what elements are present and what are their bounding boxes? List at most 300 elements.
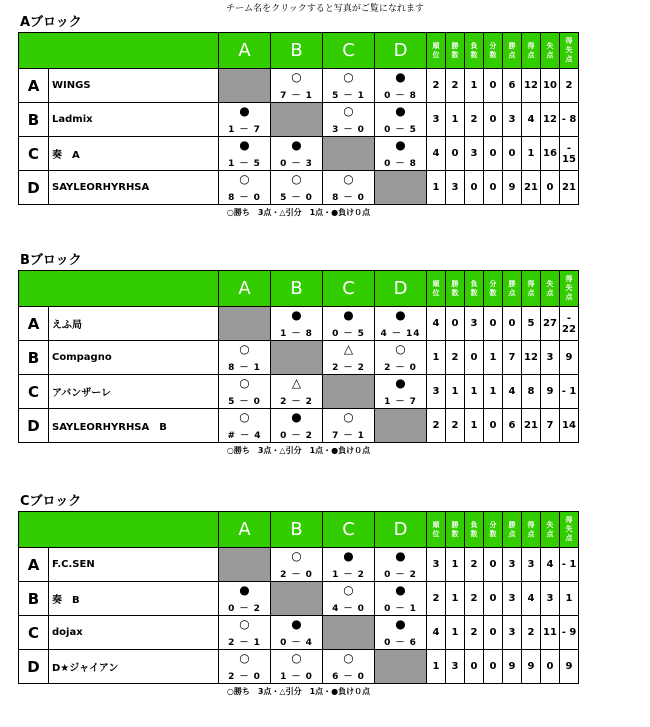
match-score: # － 4 — [227, 431, 262, 441]
result-mark: ● — [343, 308, 354, 322]
column-header-d: D — [375, 33, 427, 69]
team-name-link[interactable]: D★ジャイアン — [49, 650, 219, 684]
stat-header: 順 位 — [427, 512, 446, 548]
self-match-cell — [323, 137, 375, 171]
stat-value: 3 — [522, 548, 541, 582]
stat-value: 4 — [522, 582, 541, 616]
match-score: 1 － 7 — [228, 125, 261, 135]
stat-value: 0 — [484, 171, 503, 205]
result-mark: ● — [239, 104, 250, 118]
stat-value: 9 — [560, 341, 579, 375]
stat-value: 2 — [446, 69, 465, 103]
stat-value: 1 — [484, 375, 503, 409]
match-result-cell — [271, 616, 323, 650]
match-score: 0 － 3 — [280, 159, 313, 169]
team-name-link[interactable]: dojax — [49, 616, 219, 650]
match-score: 1 － 0 — [280, 672, 313, 682]
team-name-link[interactable]: えふ局 — [49, 307, 219, 341]
stat-header: 得 点 — [522, 512, 541, 548]
result-mark: ● — [395, 376, 406, 390]
self-match-cell — [323, 375, 375, 409]
stat-header: 順 位 — [427, 271, 446, 307]
stat-value: 3 — [446, 650, 465, 684]
result-mark: ● — [395, 138, 406, 152]
self-match-cell — [375, 409, 427, 443]
match-result-cell — [219, 650, 271, 684]
team-row — [19, 137, 579, 171]
match-result-cell — [271, 548, 323, 582]
result-mark: ● — [291, 308, 302, 322]
stat-value: - 1 — [560, 548, 579, 582]
result-mark: ● — [291, 138, 302, 152]
stat-value: 3 — [541, 341, 560, 375]
stat-value: 3 — [427, 548, 446, 582]
stat-header: 勝 数 — [446, 512, 465, 548]
match-result-cell — [323, 69, 375, 103]
stat-value: 3 — [427, 103, 446, 137]
stat-value: 1 — [446, 103, 465, 137]
stat-value: 1 — [522, 137, 541, 171]
stat-header: 失 点 — [541, 271, 560, 307]
self-match-cell — [271, 582, 323, 616]
match-result-cell — [219, 409, 271, 443]
stat-value: 1 — [427, 650, 446, 684]
stat-value: 7 — [541, 409, 560, 443]
stat-value: 1 — [446, 375, 465, 409]
stat-value: 0 — [484, 103, 503, 137]
team-name-link[interactable]: アバンザーレ — [49, 375, 219, 409]
match-score: 0 － 5 — [332, 329, 365, 339]
match-result-cell — [219, 171, 271, 205]
match-result-cell — [271, 171, 323, 205]
block-title: Aブロック — [20, 15, 82, 30]
stat-value: 16 — [541, 137, 560, 171]
stat-value: - 22 — [560, 307, 579, 341]
stat-value: 10 — [541, 69, 560, 103]
stat-value: 2 — [560, 69, 579, 103]
stat-value: 0 — [503, 137, 522, 171]
stat-value: 4 — [503, 375, 522, 409]
team-name-link[interactable]: Compagno — [49, 341, 219, 375]
match-score: 2 － 2 — [280, 397, 313, 407]
stat-header: 分 数 — [484, 33, 503, 69]
match-score: 3 － 0 — [332, 125, 365, 135]
match-result-cell — [375, 341, 427, 375]
result-mark: ● — [291, 617, 302, 631]
match-score: 1 － 5 — [228, 159, 261, 169]
result-mark: ○ — [343, 410, 354, 424]
result-mark: ● — [239, 583, 250, 597]
stat-header: 得 失 点 — [560, 33, 579, 69]
standings-table — [18, 270, 579, 443]
team-name-link[interactable]: Ladmix — [49, 103, 219, 137]
stat-header: 失 点 — [541, 512, 560, 548]
team-name-link[interactable]: SAYLEORHYRHSA B — [49, 409, 219, 443]
match-result-cell — [219, 616, 271, 650]
match-score: 5 － 0 — [280, 193, 313, 203]
stat-value: 2 — [446, 341, 465, 375]
column-header-d: D — [375, 271, 427, 307]
stat-header: 負 数 — [465, 512, 484, 548]
stat-header: 勝 数 — [446, 33, 465, 69]
team-row — [19, 616, 579, 650]
match-result-cell — [219, 341, 271, 375]
result-mark: ○ — [239, 172, 250, 186]
result-mark: ● — [395, 617, 406, 631]
block-title: Cブロック — [20, 494, 82, 509]
match-result-cell — [271, 375, 323, 409]
match-result-cell — [375, 69, 427, 103]
team-row — [19, 409, 579, 443]
stat-value: 2 — [427, 409, 446, 443]
team-name-link[interactable]: 奏 B — [49, 582, 219, 616]
stat-value: 0 — [484, 137, 503, 171]
result-mark: ● — [395, 70, 406, 84]
result-mark: △ — [291, 376, 302, 390]
match-score: 1 － 7 — [384, 397, 417, 407]
stat-value: 3 — [503, 103, 522, 137]
match-score: 6 － 0 — [332, 672, 365, 682]
match-result-cell — [271, 307, 323, 341]
self-match-cell — [219, 307, 271, 341]
team-row — [19, 582, 579, 616]
stat-value: 5 — [522, 307, 541, 341]
match-score: 8 － 1 — [228, 363, 261, 373]
match-result-cell — [219, 137, 271, 171]
stat-header: 分 数 — [484, 271, 503, 307]
stat-header: 勝 数 — [446, 271, 465, 307]
match-result-cell — [271, 137, 323, 171]
team-name-link[interactable]: F.C.SEN — [49, 548, 219, 582]
match-score: 2 － 0 — [384, 363, 417, 373]
stat-value: 4 — [427, 307, 446, 341]
stat-value: 0 — [484, 409, 503, 443]
row-key: A — [19, 548, 49, 582]
match-score: 4 － 0 — [332, 604, 365, 614]
row-key: D — [19, 650, 49, 684]
stat-value: 0 — [465, 171, 484, 205]
result-mark: ● — [395, 308, 406, 322]
match-result-cell — [323, 650, 375, 684]
stat-value: 9 — [560, 650, 579, 684]
stat-header: 得 失 点 — [560, 512, 579, 548]
column-header-b: B — [271, 271, 323, 307]
match-score: 0 － 8 — [384, 159, 417, 169]
match-result-cell — [219, 375, 271, 409]
match-result-cell — [323, 103, 375, 137]
match-result-cell — [323, 307, 375, 341]
match-result-cell — [323, 582, 375, 616]
stat-value: 21 — [560, 171, 579, 205]
row-key: C — [19, 616, 49, 650]
column-header-a: A — [219, 33, 271, 69]
match-score: 8 － 0 — [228, 193, 261, 203]
stat-header: 得 失 点 — [560, 271, 579, 307]
stat-value: 2 — [446, 409, 465, 443]
team-row — [19, 103, 579, 137]
match-score: 1 － 8 — [280, 329, 313, 339]
stat-header: 勝 点 — [503, 33, 522, 69]
stat-value: 0 — [484, 616, 503, 650]
stat-value: 3 — [465, 137, 484, 171]
stat-value: 12 — [522, 69, 541, 103]
stat-value: 12 — [541, 103, 560, 137]
stat-value: - 9 — [560, 616, 579, 650]
row-key: B — [19, 103, 49, 137]
stat-value: - 15 — [560, 137, 579, 171]
stat-value: 1 — [560, 582, 579, 616]
row-key: B — [19, 582, 49, 616]
match-score: 4 － 14 — [380, 329, 421, 339]
stat-value: 0 — [446, 307, 465, 341]
stat-value: 9 — [522, 650, 541, 684]
stat-value: 0 — [484, 307, 503, 341]
result-mark: ○ — [239, 376, 250, 390]
stat-value: 7 — [503, 341, 522, 375]
stat-value: 1 — [465, 375, 484, 409]
match-result-cell — [375, 137, 427, 171]
stat-value: 0 — [541, 171, 560, 205]
stat-value: 4 — [522, 103, 541, 137]
header-blank — [19, 512, 219, 548]
stat-value: 0 — [465, 650, 484, 684]
stat-value: 4 — [427, 137, 446, 171]
stat-value: 2 — [427, 582, 446, 616]
match-result-cell — [323, 171, 375, 205]
legend-text: ○勝ち 3点・△引分 1点・●負け０点 — [226, 446, 371, 455]
result-mark: ○ — [343, 583, 354, 597]
match-score: 1 － 2 — [332, 570, 365, 580]
row-key: A — [19, 69, 49, 103]
stat-value: 9 — [541, 375, 560, 409]
result-mark: ○ — [291, 70, 302, 84]
stat-header: 順 位 — [427, 33, 446, 69]
match-result-cell — [323, 548, 375, 582]
match-score: 2 － 2 — [332, 363, 365, 373]
team-name-link[interactable]: WINGS — [49, 69, 219, 103]
stat-value: 11 — [541, 616, 560, 650]
stat-value: 14 — [560, 409, 579, 443]
stat-value: 1 — [446, 616, 465, 650]
self-match-cell — [323, 616, 375, 650]
match-score: 0 － 8 — [384, 91, 417, 101]
stat-value: 0 — [484, 69, 503, 103]
stat-value: 3 — [541, 582, 560, 616]
team-row — [19, 375, 579, 409]
result-mark: ○ — [343, 172, 354, 186]
header-row — [19, 33, 579, 69]
match-result-cell — [375, 103, 427, 137]
stat-value: 0 — [465, 341, 484, 375]
stat-value: 3 — [503, 616, 522, 650]
header-row — [19, 512, 579, 548]
match-score: 5 － 0 — [228, 397, 261, 407]
result-mark: ○ — [343, 651, 354, 665]
result-mark: ○ — [343, 70, 354, 84]
result-mark: ○ — [239, 617, 250, 631]
block-0 — [18, 14, 579, 218]
match-score: 8 － 0 — [332, 193, 365, 203]
team-row — [19, 69, 579, 103]
match-result-cell — [323, 409, 375, 443]
match-result-cell — [271, 69, 323, 103]
stat-value: 3 — [446, 171, 465, 205]
match-score: 0 － 2 — [384, 570, 417, 580]
legend-text: ○勝ち 3点・△引分 1点・●負け０点 — [226, 208, 371, 217]
stat-value: 6 — [503, 69, 522, 103]
match-result-cell — [219, 103, 271, 137]
stat-value: 0 — [484, 650, 503, 684]
result-mark: ○ — [239, 342, 250, 356]
stat-value: 1 — [427, 341, 446, 375]
stat-value: 12 — [522, 341, 541, 375]
column-header-b: B — [271, 512, 323, 548]
stat-value: 21 — [522, 409, 541, 443]
stat-value: 0 — [446, 137, 465, 171]
self-match-cell — [375, 171, 427, 205]
stat-header: 失 点 — [541, 33, 560, 69]
stat-value: 2 — [465, 103, 484, 137]
result-mark: ● — [395, 583, 406, 597]
team-row — [19, 307, 579, 341]
stat-header: 負 数 — [465, 271, 484, 307]
column-header-c: C — [323, 33, 375, 69]
match-result-cell — [323, 341, 375, 375]
result-mark: ○ — [343, 104, 354, 118]
column-header-d: D — [375, 512, 427, 548]
stat-value: 2 — [465, 616, 484, 650]
team-name-link[interactable]: SAYLEORHYRHSA — [49, 171, 219, 205]
header-blank — [19, 33, 219, 69]
team-row — [19, 650, 579, 684]
stat-value: 3 — [503, 582, 522, 616]
standings-table — [18, 511, 579, 684]
stat-value: 3 — [503, 548, 522, 582]
stat-value: 2 — [465, 582, 484, 616]
stat-value: 6 — [503, 409, 522, 443]
instruction-text: チーム名をクリックすると写真がご覧になれます — [226, 4, 424, 14]
result-mark: ● — [239, 138, 250, 152]
block-1 — [18, 252, 579, 456]
match-result-cell — [375, 616, 427, 650]
stat-value: 0 — [484, 582, 503, 616]
match-score: 0 － 5 — [384, 125, 417, 135]
match-score: 0 － 6 — [384, 638, 417, 648]
match-result-cell — [375, 582, 427, 616]
team-row — [19, 341, 579, 375]
block-2 — [18, 493, 579, 697]
standings-table — [18, 32, 579, 205]
match-score: 2 － 1 — [228, 638, 261, 648]
stat-value: 2 — [522, 616, 541, 650]
stat-value: - 8 — [560, 103, 579, 137]
match-score: 2 － 0 — [280, 570, 313, 580]
stat-value: 1 — [465, 409, 484, 443]
result-mark: ○ — [291, 172, 302, 186]
header-blank — [19, 271, 219, 307]
match-score: 0 － 4 — [280, 638, 313, 648]
match-score: 0 － 1 — [384, 604, 417, 614]
row-key: B — [19, 341, 49, 375]
match-result-cell — [375, 548, 427, 582]
stat-header: 負 数 — [465, 33, 484, 69]
row-key: C — [19, 137, 49, 171]
team-name-link[interactable]: 奏 A — [49, 137, 219, 171]
stat-header: 得 点 — [522, 271, 541, 307]
stat-value: 4 — [427, 616, 446, 650]
team-row — [19, 548, 579, 582]
result-mark: ○ — [291, 651, 302, 665]
column-header-a: A — [219, 271, 271, 307]
result-mark: ● — [395, 549, 406, 563]
self-match-cell — [271, 341, 323, 375]
column-header-c: C — [323, 512, 375, 548]
result-mark: △ — [343, 342, 354, 356]
stat-value: 3 — [427, 375, 446, 409]
row-key: D — [19, 409, 49, 443]
header-row — [19, 271, 579, 307]
stat-value: 1 — [446, 548, 465, 582]
stat-value: 4 — [541, 548, 560, 582]
column-header-c: C — [323, 271, 375, 307]
match-result-cell — [271, 650, 323, 684]
column-header-b: B — [271, 33, 323, 69]
stat-value: 0 — [484, 548, 503, 582]
stat-value: 27 — [541, 307, 560, 341]
stat-value: 8 — [522, 375, 541, 409]
result-mark: ● — [343, 549, 354, 563]
match-score: 0 － 2 — [280, 431, 313, 441]
result-mark: ● — [291, 410, 302, 424]
match-score: 2 － 0 — [228, 672, 261, 682]
match-result-cell — [375, 307, 427, 341]
stat-value: 0 — [503, 307, 522, 341]
stat-value: - 1 — [560, 375, 579, 409]
match-result-cell — [375, 375, 427, 409]
self-match-cell — [219, 69, 271, 103]
self-match-cell — [219, 548, 271, 582]
stat-value: 21 — [522, 171, 541, 205]
match-score: 7 － 1 — [332, 431, 365, 441]
stat-header: 分 数 — [484, 512, 503, 548]
match-result-cell — [271, 409, 323, 443]
stat-header: 得 点 — [522, 33, 541, 69]
stat-value: 9 — [503, 650, 522, 684]
stat-value: 2 — [465, 548, 484, 582]
stat-value: 1 — [446, 582, 465, 616]
result-mark: ○ — [239, 410, 250, 424]
stat-value: 2 — [427, 69, 446, 103]
stat-header: 勝 点 — [503, 512, 522, 548]
team-row — [19, 171, 579, 205]
result-mark: ● — [395, 104, 406, 118]
match-score: 5 － 1 — [332, 91, 365, 101]
row-key: C — [19, 375, 49, 409]
stat-value: 9 — [503, 171, 522, 205]
self-match-cell — [271, 103, 323, 137]
match-score: 0 － 2 — [228, 604, 261, 614]
match-score: 7 － 1 — [280, 91, 313, 101]
result-mark: ○ — [395, 342, 406, 356]
block-title: Bブロック — [20, 253, 82, 268]
stat-value: 1 — [465, 69, 484, 103]
row-key: A — [19, 307, 49, 341]
match-result-cell — [219, 582, 271, 616]
result-mark: ○ — [291, 549, 302, 563]
legend-text: ○勝ち 3点・△引分 1点・●負け０点 — [226, 687, 371, 696]
self-match-cell — [375, 650, 427, 684]
stat-value: 3 — [465, 307, 484, 341]
